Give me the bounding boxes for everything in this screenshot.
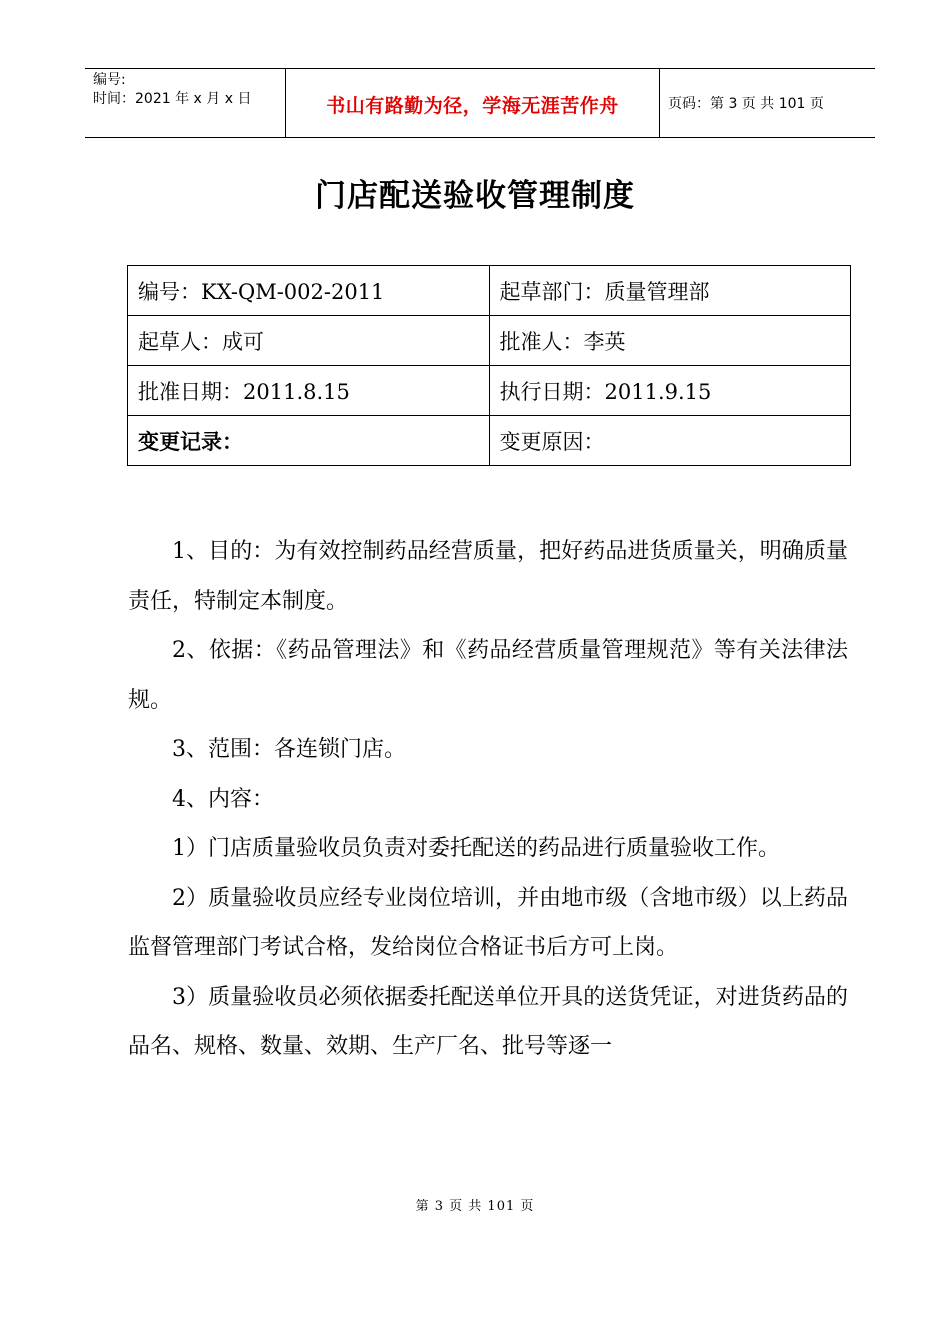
paragraph: 2、依据：《药品管理法》和《药品经营质量管理规范》等有关法律法规。 (128, 638, 848, 713)
table-cell: 批准日期：2011.8.15 (128, 366, 490, 416)
table-row (128, 366, 851, 416)
paragraph: 3）质量验收员必须依据委托配送单位开具的送货凭证，对进货药品的品名、规格、数量、效期、生产厂名、批号等逐一 (128, 984, 848, 1059)
paragraph: 2）质量验收员应经专业岗位培训，并由地市级（含地市级）以上药品监督管理部门考试合格，发给岗位合格证书后方可上岗。 (128, 885, 848, 960)
table-cell: 批准人：李英 (489, 316, 851, 366)
document-title: 门店配送验收管理制度 (315, 178, 635, 214)
table-row (128, 316, 851, 366)
header-motto: 书山有路勤为径，学海无涯苦作舟 (326, 95, 619, 117)
paragraph: 3、范围：各连锁门店。 (172, 737, 406, 762)
page-footer: 第 3 页 共 101 页 (415, 1199, 535, 1214)
number-label: 编号: (93, 72, 126, 88)
table-row (128, 266, 851, 316)
table-cell: 变更原因： (489, 416, 851, 466)
page-header (85, 68, 875, 138)
table-row (128, 416, 851, 466)
paragraph: 1、目的：为有效控制药品经营质量，把好药品进货质量关，明确质量责任，特制定本制度。 (128, 539, 848, 614)
table-cell: 变更记录： (128, 416, 490, 466)
document-info-table (127, 265, 851, 466)
table-cell: 起草部门：质量管理部 (489, 266, 851, 316)
table-cell: 编号：KX-QM-002-2011 (128, 266, 490, 316)
header-page-number: 页码：第 3 页 共 101 页 (668, 96, 824, 112)
header-divider (659, 69, 660, 137)
table-cell: 起草人：成可 (128, 316, 490, 366)
header-left (93, 71, 251, 109)
table-cell: 执行日期：2011.9.15 (489, 366, 851, 416)
time-label: 时间：2021 年 x 月 x 日 (93, 91, 252, 107)
document-body (128, 527, 848, 1072)
paragraph: 4、内容： (172, 786, 274, 812)
paragraph: 1）门店质量验收员负责对委托配送的药品进行质量验收工作。 (172, 836, 780, 861)
